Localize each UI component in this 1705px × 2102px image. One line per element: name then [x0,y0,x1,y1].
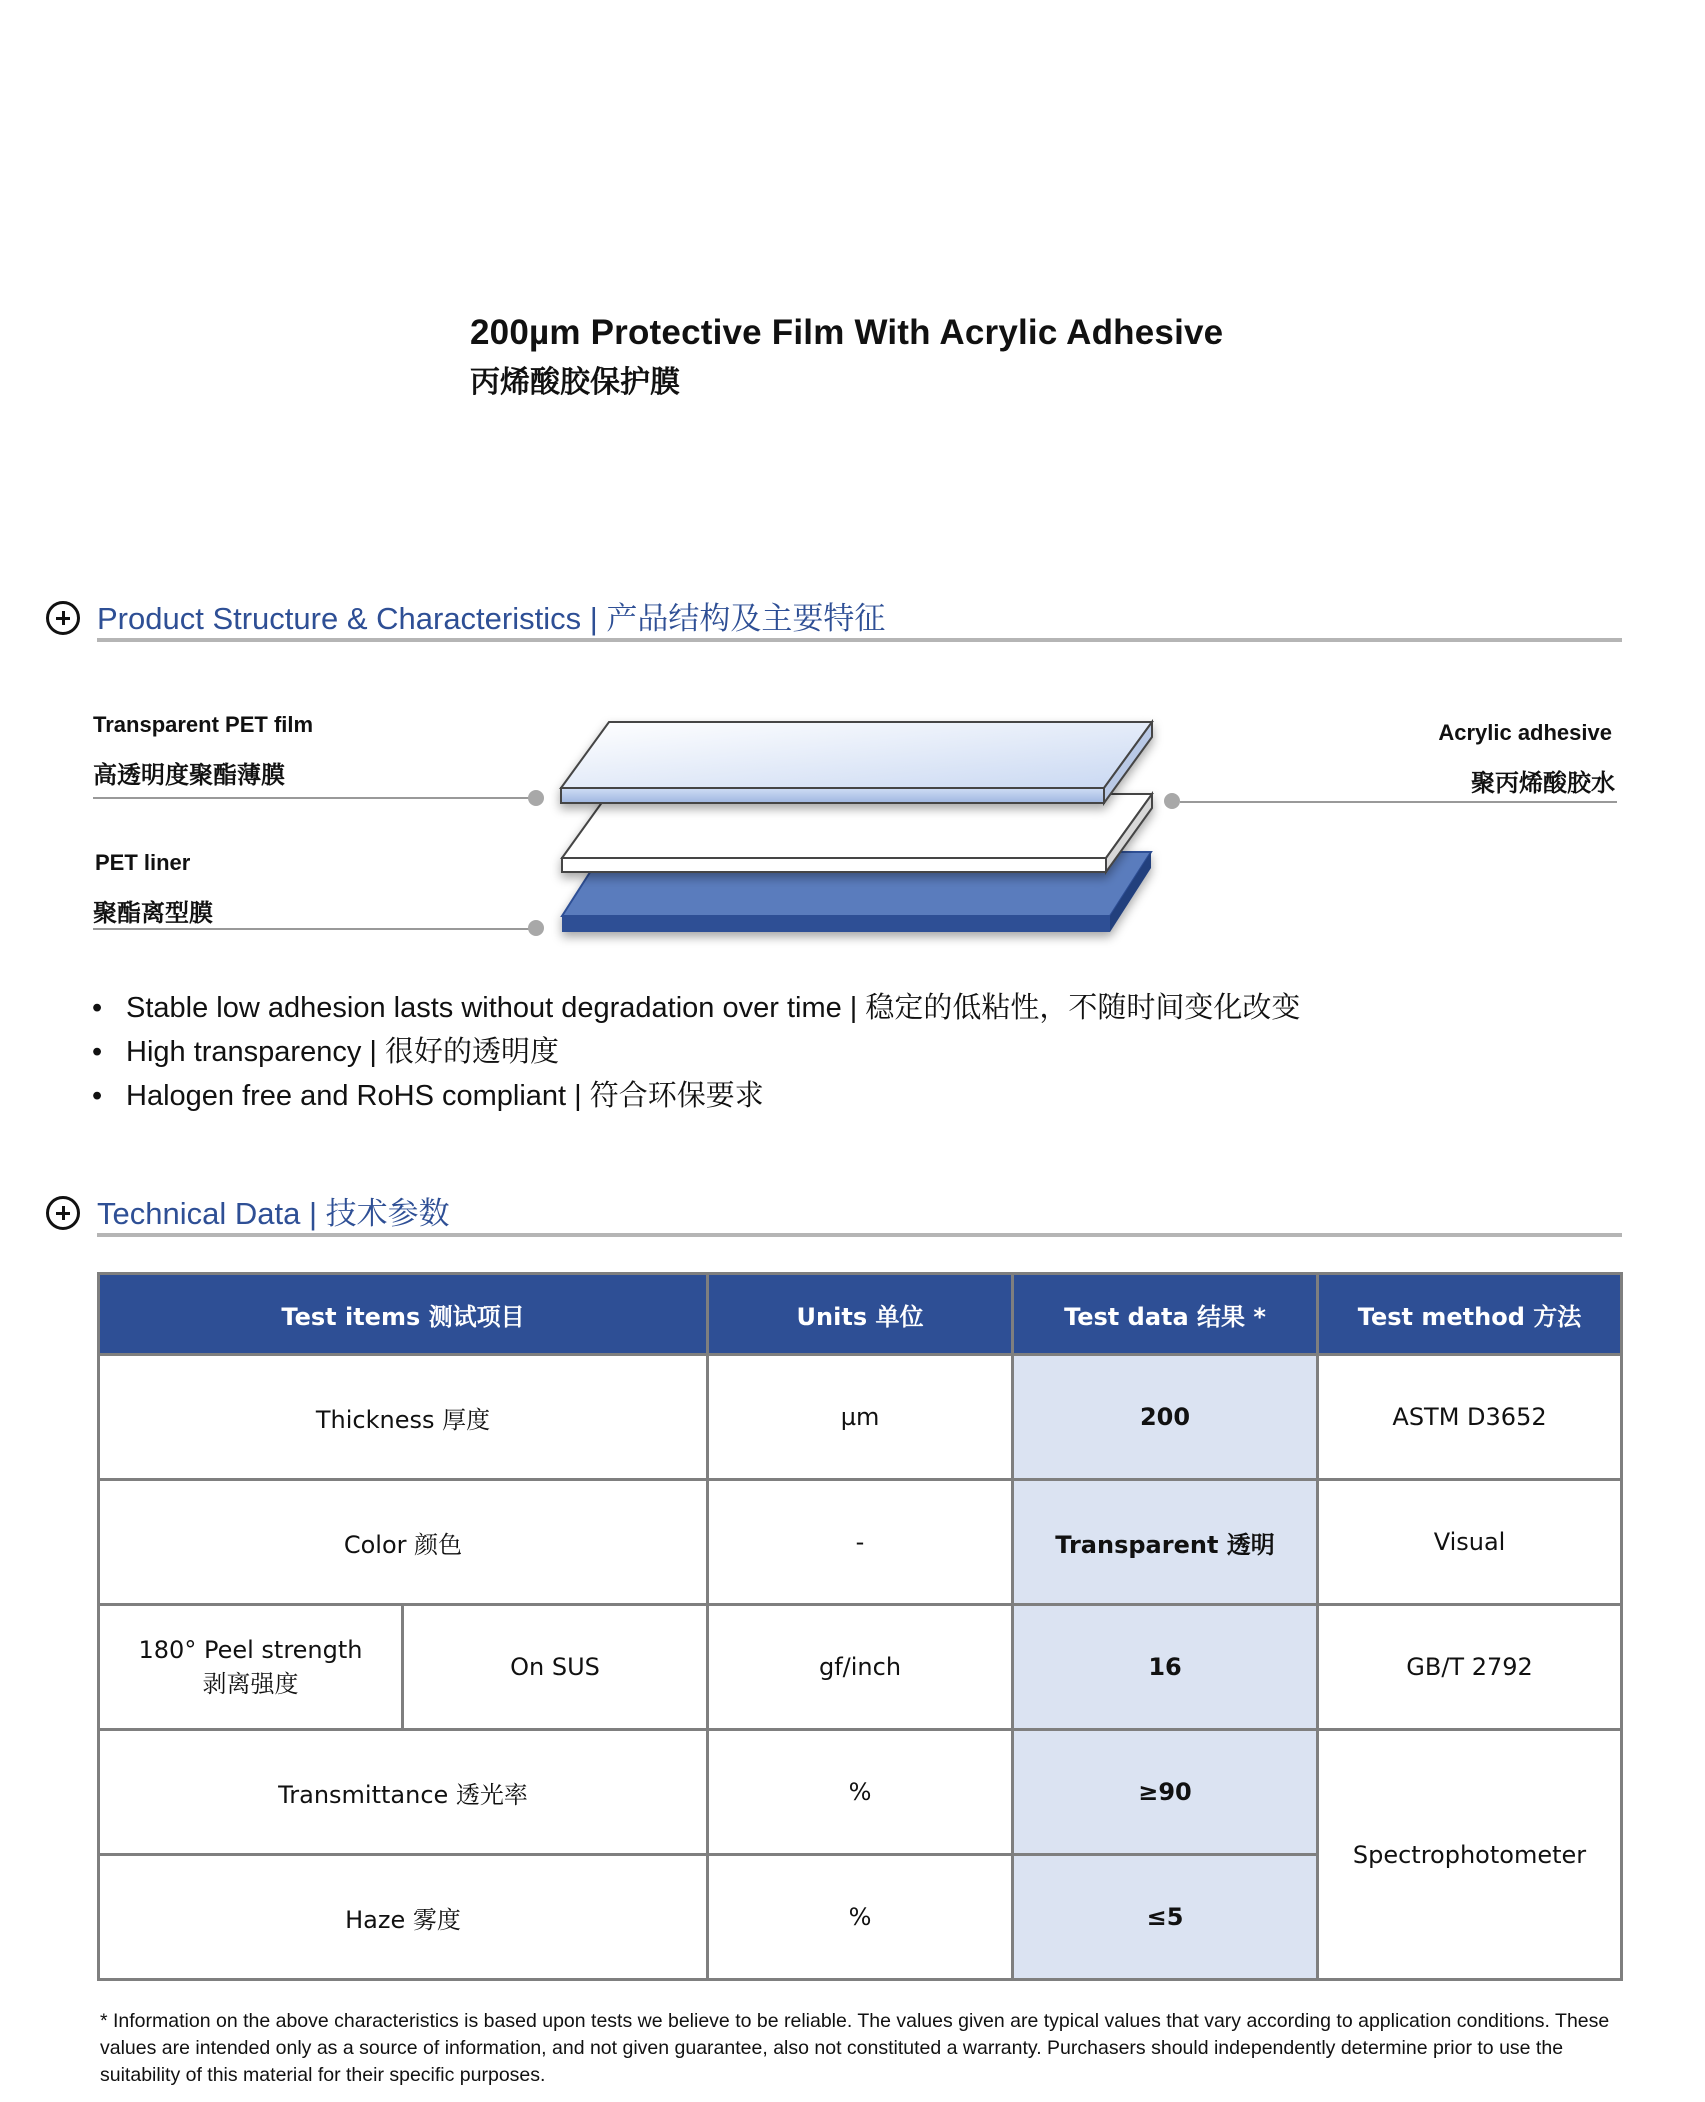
cell-method: GB/T 2792 [1318,1605,1622,1730]
cell-method: Visual [1318,1480,1622,1605]
cell-method: Spectrophotometer [1318,1730,1622,1980]
layer-acrylic-adhesive [562,794,1152,872]
section-divider [97,1233,1622,1237]
layer-label-adhesive: Acrylic adhesive [1438,720,1612,745]
cell-value: ≥90 [1013,1730,1318,1855]
bullet-icon: • [92,992,103,1024]
cell-value: ≤5 [1013,1855,1318,1980]
cell-unit: % [708,1730,1013,1855]
header-test-data: Test data 结果 * [1013,1274,1318,1355]
layer-label-pet-film-cn: 高透明度聚酯薄膜 [93,762,285,789]
layer-label-pet-film: Transparent PET film [93,712,314,737]
layer-label-liner-cn: 聚酯离型膜 [93,900,213,927]
table-row [99,1480,1622,1605]
section-header-structure [46,593,1622,643]
cell-item: 180° Peel strength 剥离强度 [99,1605,403,1730]
cell-unit: µm [708,1355,1013,1480]
cell-value: 16 [1013,1605,1318,1730]
cell-item: Color 颜色 [99,1480,708,1605]
leader-line-liner [93,928,535,930]
list-item: • Halogen free and RoHS compliant | 符合环保要求 [92,1080,764,1112]
characteristics-list [92,985,1300,1117]
header-test-items: Test items 测试项目 [99,1274,708,1355]
leader-line-adhesive [1180,801,1617,803]
layer-structure-diagram [540,700,1180,950]
layer-label-adhesive-cn: 聚丙烯酸胶水 [1471,770,1615,797]
cell-value: Transparent 透明 [1013,1480,1318,1605]
plus-circle-icon [46,1196,80,1230]
list-item: • High transparency | 很好的透明度 [92,1036,559,1068]
section-header-technical [46,1188,1622,1238]
cell-item: Thickness 厚度 [99,1355,708,1480]
cell-value: 200 [1013,1355,1318,1480]
table-row [99,1730,1622,1855]
section-divider [97,638,1622,642]
cell-subitem: On SUS [403,1605,708,1730]
cell-item: Haze 雾度 [99,1855,708,1980]
cell-item: Transmittance 透光率 [99,1730,708,1855]
layer-transparent-pet-film [561,722,1152,803]
document-title-cn: 丙烯酸胶保护膜 [470,366,680,399]
table-row [99,1355,1622,1480]
section-title-structure: Product Structure & Characteristics | 产品结构及主要特征 [97,601,886,636]
cell-unit: gf/inch [708,1605,1013,1730]
cell-unit: % [708,1855,1013,1980]
plus-circle-icon [46,601,80,635]
layer-label-liner: PET liner [95,850,191,875]
header-units: Units 单位 [708,1274,1013,1355]
leader-line-pet-film [93,797,535,799]
table-row [99,1605,1622,1730]
cell-unit: - [708,1480,1013,1605]
table-header-row [99,1274,1622,1355]
technical-data-table [97,1272,1623,1981]
header-test-method: Test method 方法 [1318,1274,1622,1355]
list-item: • Stable low adhesion lasts without degradation over time | 稳定的低粘性，不随时间变化改变 [92,992,1301,1024]
cell-method: ASTM D3652 [1318,1355,1622,1480]
bullet-icon: • [92,1080,103,1112]
document-title: 200µm Protective Film With Acrylic Adhesive [470,313,1224,352]
section-title-technical: Technical Data | 技术参数 [97,1196,450,1231]
bullet-icon: • [92,1036,103,1068]
disclaimer-footnote: * Information on the above characteristics is based upon tests we believe to be reliable. The values given are typical values that vary according to application conditions. These values are intended only as a source of information, and not given guarantee, also not constituted a warranty. Purchasers should independently determine prior to use the suitability of this material for their specific purposes. [100,2010,1610,2086]
